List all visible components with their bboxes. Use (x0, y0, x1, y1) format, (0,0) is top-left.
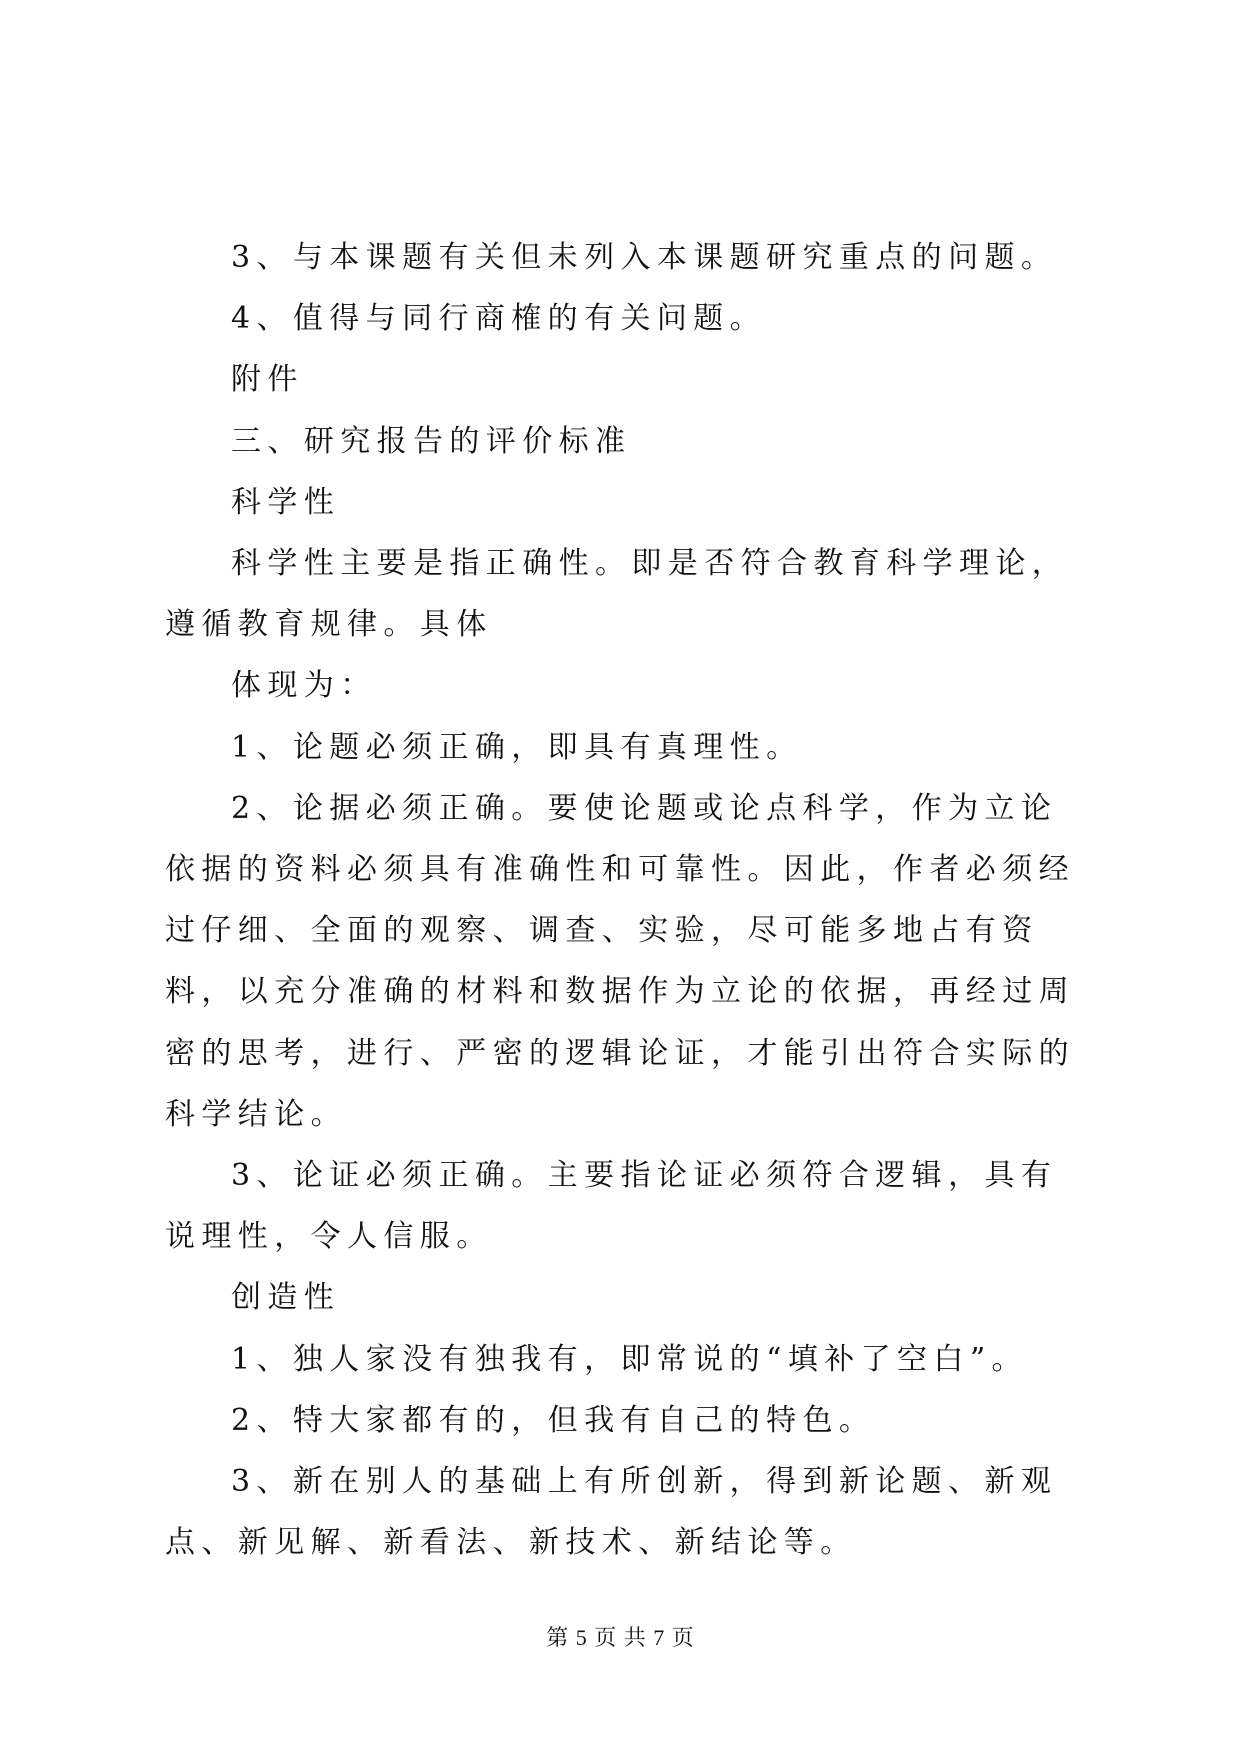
page-number-label: 第 5 页 共 7 页 (546, 1625, 695, 1650)
subheading-creative: 创造性 (231, 1280, 341, 1316)
paragraph-item-4: 4、值得与同行商榷的有关问题。 (231, 301, 767, 337)
document-body (165, 227, 1085, 1573)
paragraph-point-2: 2、论据必须正确。要使论题或论点科学，作为立论依据的资料必须具有准确性和可靠性。因此，作者必须经过仔细、全面的观察、调查、实验，尽可能多地占有资料，以充分准确的材料和数据作为立论的依据，再经过周密的思考，进行、严密的逻辑论证，才能引出符合实际的科学结论。 (165, 790, 1075, 1132)
paragraph-creative-3: 3、新在别人的基础上有所创新，得到新论题、新观点、新见解、新看法、新技术、新结论等。 (165, 1464, 1058, 1561)
paragraph-item-3: 3、与本课题有关但未列入本课题研究重点的问题。 (231, 240, 1058, 275)
paragraph-creative-2: 2、特大家都有的，但我有自己的特色。 (231, 1402, 876, 1438)
subheading-scientific: 科学性 (231, 484, 341, 520)
attachment-heading: 附件 (231, 362, 304, 398)
paragraph-scientific-definition: 科学性主要是指正确性。即是否符合教育科学理论，遵循教育规律。具体 (165, 546, 1069, 643)
paragraph-manifestation: 体现为： (231, 668, 377, 704)
paragraph-point-3: 3、论证必须正确。主要指论证必须符合逻辑，具有说理性，令人信服。 (165, 1158, 1058, 1255)
paragraph-creative-1: 1、独人家没有独我有，即常说的“填补了空白”。 (231, 1341, 1028, 1377)
page-footer (0, 1624, 1241, 1652)
paragraph-point-1: 1、论题必须正确，即具有真理性。 (231, 729, 803, 765)
section-heading-evaluation: 三、研究报告的评价标准 (231, 423, 632, 459)
